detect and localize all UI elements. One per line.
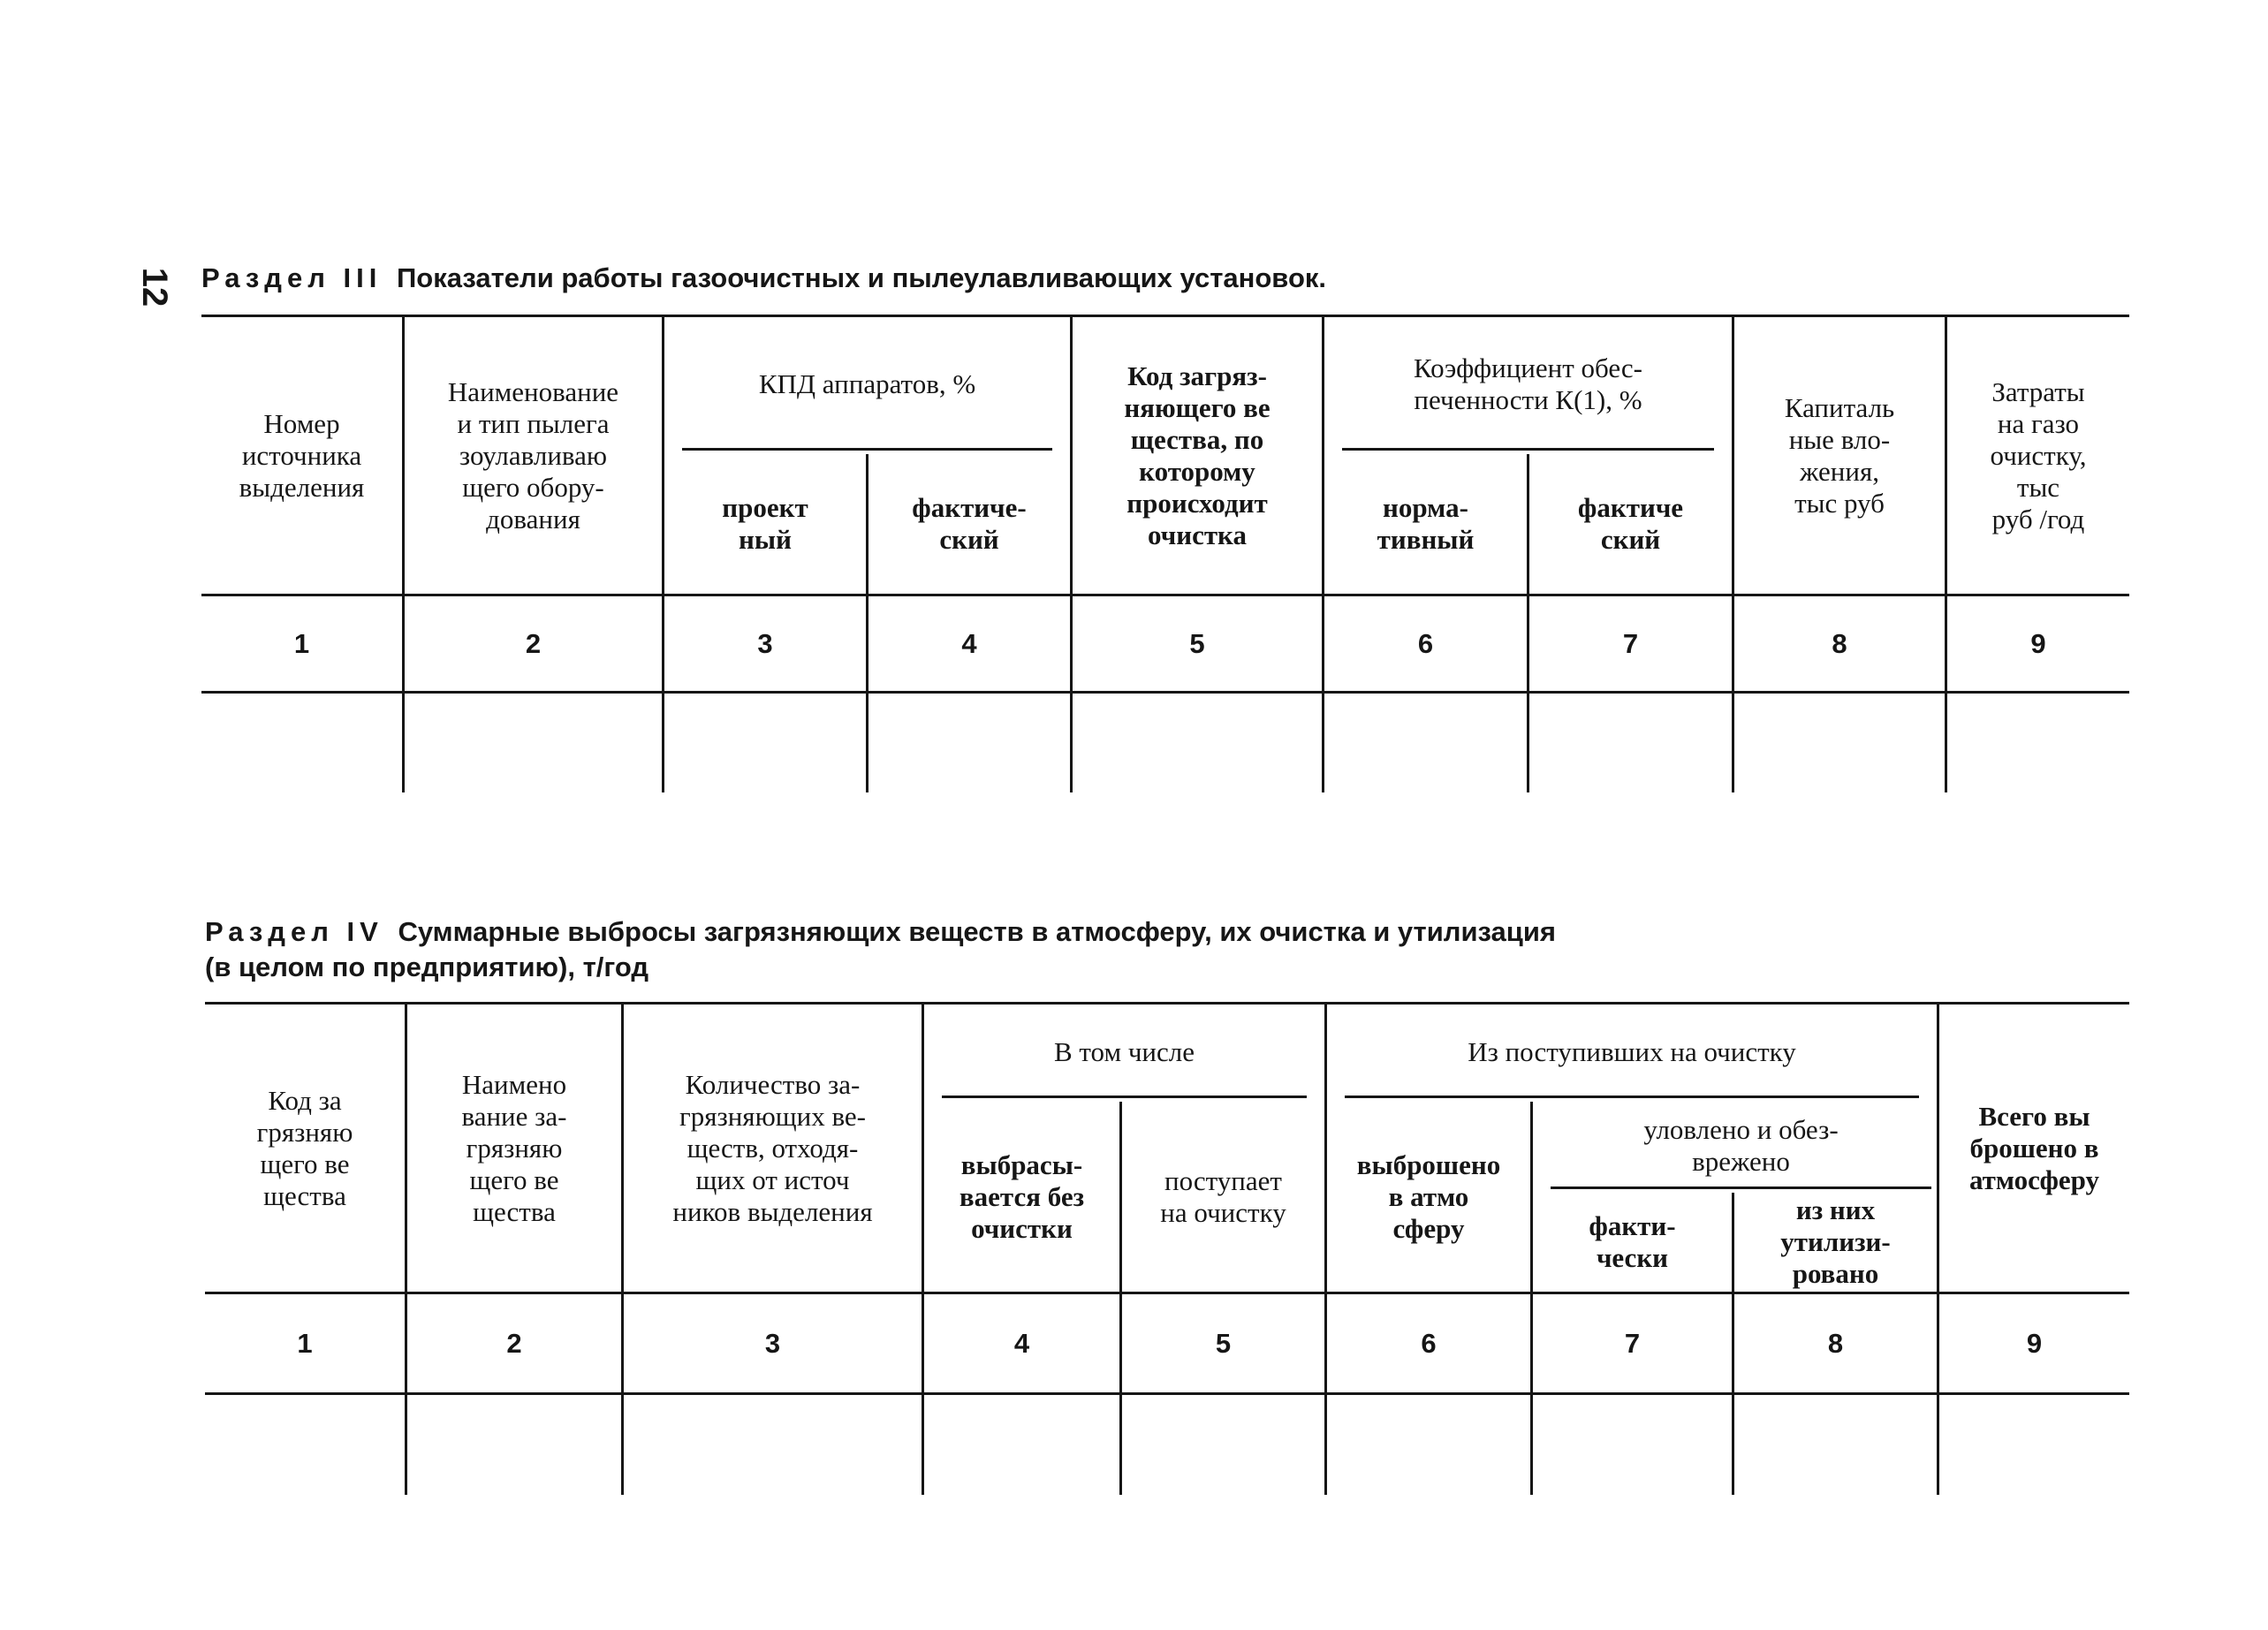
s4-header-emitted-without-cleaning: выбрасы- вается без очистки — [922, 1102, 1119, 1294]
s4-header-captured-group — [1530, 1102, 1937, 1193]
s4-received-group-label: Из поступивших на очистку — [1345, 1008, 1919, 1098]
s4-empty-cell — [1324, 1395, 1530, 1495]
section4-title — [205, 914, 1556, 950]
s3-header-efficiency-actual: фактиче- ский — [866, 454, 1070, 596]
section4-table — [205, 1002, 2129, 1495]
s3-coefficient-group-label: Коэффициент обес- печенности К(1), % — [1342, 321, 1714, 451]
s4-empty-cell — [1119, 1395, 1324, 1495]
s3-header-equipment-name: Наименование и тип пылега зоулавливаю щего обору- дования — [402, 317, 662, 596]
s3-header-coefficient-normative: норма- тивный — [1322, 454, 1527, 596]
s3-header-pollutant-code: Код загряз- няющего ве щества, по которому происходит очистка — [1070, 317, 1322, 596]
s4-header-sent-to-cleaning: поступает на очистку — [1119, 1102, 1324, 1294]
s4-empty-cell — [621, 1395, 922, 1495]
section3-title — [201, 261, 1326, 296]
s3-empty-cell — [201, 694, 402, 792]
s4-column-number: 8 — [1732, 1294, 1937, 1395]
page-number: 12 — [135, 267, 175, 307]
s3-empty-cell — [662, 694, 866, 792]
section4-subtitle: (в целом по предприятию), т/год — [205, 951, 649, 982]
s4-header-pollutant-code: Код за грязняю щего ве щества — [205, 1005, 405, 1294]
s3-header-cleaning-costs: Затраты на газо очистку, тыс руб /год — [1945, 317, 2129, 596]
s4-captured-group-label: уловлено и обез- врежено — [1551, 1105, 1931, 1189]
s3-empty-cell — [866, 694, 1070, 792]
s4-header-utilized: из них утилизи- ровано — [1732, 1193, 1937, 1294]
s3-header-efficiency-design: проект ный — [662, 454, 866, 596]
s3-header-source-number: Номер источника выделения — [201, 317, 402, 596]
s3-empty-cell — [402, 694, 662, 792]
section3-heading: Показатели работы газоочистных и пылеулавливающих установок. — [396, 262, 1327, 293]
s4-column-number: 1 — [205, 1294, 405, 1395]
s3-column-number: 1 — [201, 596, 402, 694]
s3-header-coefficient-actual: фактиче ский — [1527, 454, 1732, 596]
s4-empty-cell — [1530, 1395, 1732, 1495]
s4-column-number: 4 — [922, 1294, 1119, 1395]
s3-column-number: 9 — [1945, 596, 2129, 694]
s4-header-emitted-to-atmosphere: выброшено в атмо сферу — [1324, 1102, 1530, 1294]
s4-empty-cell — [205, 1395, 405, 1495]
s4-column-number: 3 — [621, 1294, 922, 1395]
s3-empty-cell — [1945, 694, 2129, 792]
s3-column-number: 8 — [1732, 596, 1945, 694]
s3-empty-cell — [1322, 694, 1527, 792]
s4-header-total-quantity: Количество за- грязняющих ве- ществ, отходя- щих от источ ников выделения — [621, 1005, 922, 1294]
s4-header-captured-actual: факти- чески — [1530, 1193, 1732, 1294]
s3-column-number: 2 — [402, 596, 662, 694]
section4-label: Раздел IV — [205, 916, 383, 947]
s3-empty-cell — [1732, 694, 1945, 792]
s4-column-number: 2 — [405, 1294, 621, 1395]
s4-column-number: 9 — [1937, 1294, 2129, 1395]
section4-heading-line1: Суммарные выбросы загрязняющих веществ в атмосферу, их очистка и утилизация — [398, 916, 1556, 947]
s4-header-total-emitted: Всего вы брошено в атмосферу — [1937, 1005, 2129, 1294]
s3-column-number: 3 — [662, 596, 866, 694]
s4-empty-cell — [405, 1395, 621, 1495]
s4-empty-cell — [1732, 1395, 1937, 1495]
s4-including-group-label: В том числе — [942, 1008, 1307, 1098]
section3-label: Раздел III — [201, 262, 383, 293]
section3-table — [201, 315, 2129, 792]
s3-header-capital-investment: Капиталь ные вло- жения, тыс руб — [1732, 317, 1945, 596]
s3-column-number: 7 — [1527, 596, 1732, 694]
s3-header-efficiency-group — [662, 317, 1070, 454]
s4-column-number: 7 — [1530, 1294, 1732, 1395]
s4-empty-cell — [922, 1395, 1119, 1495]
s3-header-coefficient-group — [1322, 317, 1732, 454]
s3-efficiency-group-label: КПД аппаратов, % — [682, 321, 1052, 451]
s3-column-number: 4 — [866, 596, 1070, 694]
s4-column-number: 5 — [1119, 1294, 1324, 1395]
s4-column-number: 6 — [1324, 1294, 1530, 1395]
s3-empty-cell — [1527, 694, 1732, 792]
s4-header-received-group — [1324, 1005, 1937, 1102]
s4-empty-cell — [1937, 1395, 2129, 1495]
s4-header-pollutant-name: Наимено вание за- грязняю щего ве щества — [405, 1005, 621, 1294]
s3-column-number: 5 — [1070, 596, 1322, 694]
s3-column-number: 6 — [1322, 596, 1527, 694]
s3-empty-cell — [1070, 694, 1322, 792]
s4-header-including-group — [922, 1005, 1324, 1102]
